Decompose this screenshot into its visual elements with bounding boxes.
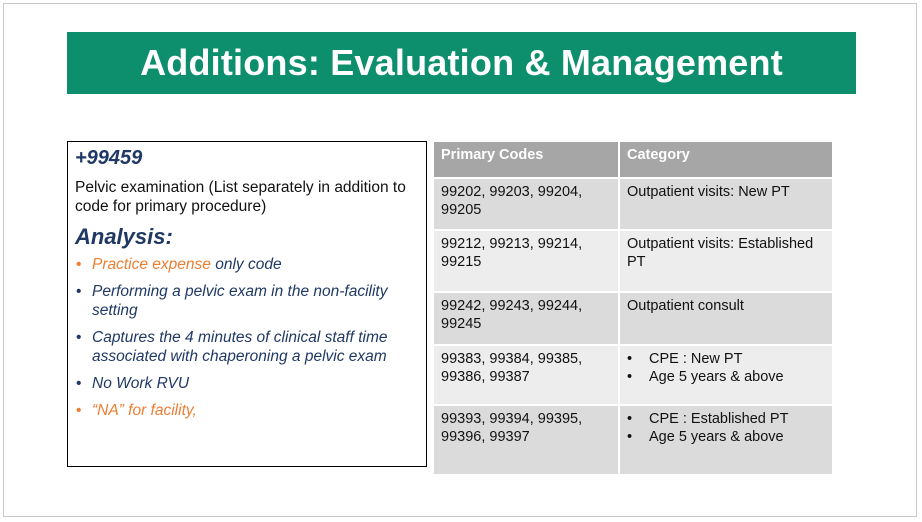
codes-cell: 99242, 99243, 99244, 99245 (434, 292, 619, 345)
slide-title: Additions: Evaluation & Management (140, 42, 783, 83)
analysis-list (75, 255, 419, 420)
category-list-item (627, 350, 825, 368)
category-list-item (627, 410, 825, 428)
category-cell: Outpatient visits: New PT (619, 178, 832, 230)
code-description: Pelvic examination (List separately in addition to code for primary procedure) (75, 179, 406, 215)
column-header-category: Category (619, 142, 832, 178)
analysis-item (75, 282, 419, 320)
table-row (434, 230, 832, 292)
table-row (434, 292, 832, 345)
category-list-item (627, 428, 825, 446)
category-cell (619, 345, 832, 405)
bullet-icon: • (76, 375, 82, 392)
table-row (434, 178, 832, 230)
category-item-text: CPE : New PT (649, 351, 743, 367)
analysis-item-text: only code (210, 256, 282, 273)
primary-codes-table (434, 142, 832, 476)
analysis-item-text: Performing a pelvic exam in the non-facility setting (92, 283, 388, 319)
table-header-row (434, 142, 832, 178)
analysis-heading: Analysis: (75, 224, 173, 249)
bullet-icon: • (627, 369, 633, 385)
bullet-icon: • (627, 411, 633, 427)
category-list (627, 410, 825, 446)
title-banner (67, 32, 856, 94)
category-item-text: CPE : Established PT (649, 411, 789, 427)
code-number: +99459 (75, 147, 143, 169)
codes-cell: 99393, 99394, 99395, 99396, 99397 (434, 405, 619, 475)
category-item-text: Age 5 years & above (649, 369, 784, 385)
table-row (434, 345, 832, 405)
analysis-item-text: Captures the 4 minutes of clinical staff time associated with chaperoning a pelvic exam (92, 329, 388, 365)
column-header-primary-codes: Primary Codes (434, 142, 619, 178)
bullet-icon: • (627, 351, 633, 367)
bullet-icon: • (76, 283, 82, 300)
category-list-item (627, 368, 825, 386)
codes-cell: 99212, 99213, 99214, 99215 (434, 230, 619, 292)
analysis-item-emphasis: Practice expense (92, 256, 211, 273)
bullet-icon: • (76, 256, 82, 273)
analysis-item-text: “NA” for facility, (92, 402, 197, 419)
analysis-item-text: No Work RVU (92, 375, 190, 392)
analysis-item (75, 374, 419, 393)
codes-cell: 99383, 99384, 99385, 99386, 99387 (434, 345, 619, 405)
analysis-item (75, 328, 419, 366)
table-row (434, 405, 832, 475)
analysis-item (75, 255, 419, 274)
codes-cell: 99202, 99203, 99204, 99205 (434, 178, 619, 230)
category-item-text: Age 5 years & above (649, 429, 784, 445)
bullet-icon: • (76, 402, 82, 419)
bullet-icon: • (627, 429, 633, 445)
bullet-icon: • (76, 329, 82, 346)
category-cell (619, 405, 832, 475)
analysis-item (75, 401, 419, 420)
category-cell: Outpatient visits: Established PT (619, 230, 832, 292)
category-cell: Outpatient consult (619, 292, 832, 345)
category-list (627, 350, 825, 386)
code-info-box (67, 141, 427, 467)
